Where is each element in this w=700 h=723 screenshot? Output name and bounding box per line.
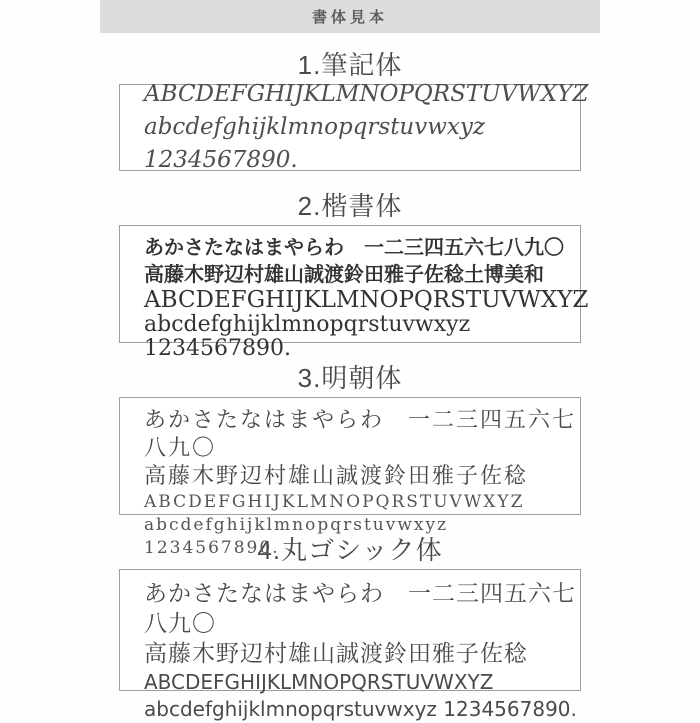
specimen-line-kanji-names: 高藤木野辺村雄山誠渡鈴田雅子佐稔 (144, 641, 528, 667)
specimen-line-kanji-names: 高藤木野辺村雄山誠渡鈴田雅子佐稔土博美和 (144, 262, 544, 286)
specimen-line-kanji-names: 高藤木野辺村雄山誠渡鈴田雅子佐稔 (144, 464, 529, 489)
specimen-line-uppercase: ABCDEFGHIJKLMNOPQRSTUVWXYZ (144, 81, 589, 107)
specimen-line-uppercase: ABCDEFGHIJKLMNOPQRSTUVWXYZ (144, 287, 589, 313)
section-heading-mincho: 3.明朝体 (297, 363, 403, 393)
specimen-line-lowercase-digits: abcdefghijklmnopqrstuvwxyz 1234567890. (144, 697, 577, 721)
specimen-line-uppercase: ABCDEFGHIJKLMNOPQRSTUVWXYZ (144, 670, 494, 694)
section-heading-script: 1.筆記体 (297, 50, 403, 80)
specimen-line-lowercase-digits: abcdefghijklmnopqrstuvwxyz 1234567890. (144, 114, 486, 173)
specimen-line-lowercase-digits: abcdefghijklmnopqrstuvwxyz 1234567890. (144, 312, 471, 361)
specimen-line-lowercase-digits: abcdefghijklmnopqrstuvwxyz 1234567890. (144, 515, 449, 558)
specimen-line-kana-numerals: あかさたなはまやらわ 一二三四五六七八九〇 (144, 581, 576, 637)
specimen-box-script (119, 81, 589, 173)
specimen-box-kaisho (119, 225, 589, 361)
specimen-line-kana-numerals: あかさたなはまやらわ 一二三四五六七八九〇 (144, 408, 577, 461)
specimen-line-kana-numerals: あかさたなはまやらわ 一二三四五六七八九〇 (144, 235, 564, 259)
section-heading-marugothic: 4.丸ゴシック体 (257, 535, 443, 565)
specimen-box-marugothic (119, 569, 581, 721)
section-heading-kaisho: 2.楷書体 (297, 191, 403, 221)
specimen-line-uppercase: ABCDEFGHIJKLMNOPQRSTUVWXYZ (144, 492, 525, 512)
header-bar (100, 0, 600, 33)
page-title: 書体見本 (311, 9, 388, 26)
